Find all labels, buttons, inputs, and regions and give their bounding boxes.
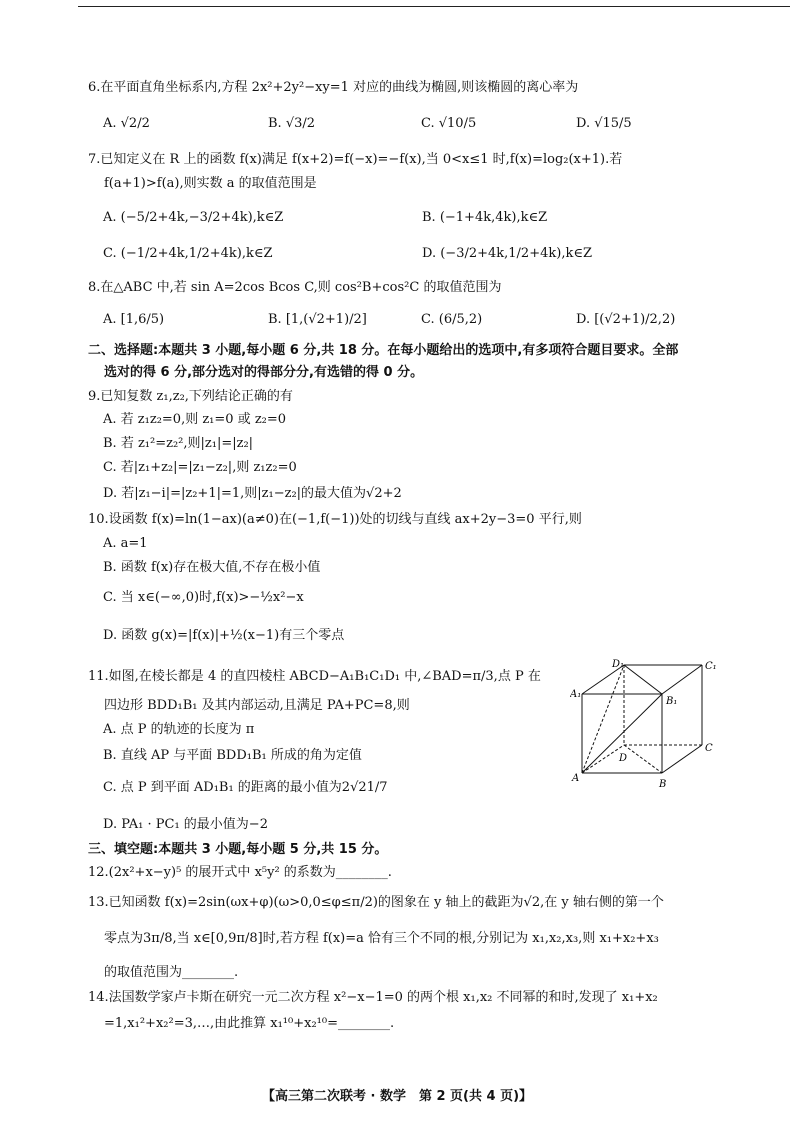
edge-b-c [662, 745, 702, 773]
label-b1: B₁ [666, 696, 678, 707]
q8-option-b: B. [1,(√2+1)/2] [268, 312, 367, 327]
q7-option-d: D. (−3/2+4k,1/2+4k),k∈Z [422, 246, 592, 261]
label-b: B [659, 779, 667, 790]
edge-b1-c1 [662, 665, 702, 694]
label-a: A [572, 773, 580, 784]
q11-option-a: A. 点 P 的轨迹的长度为 π [103, 722, 255, 737]
q10-option-c: C. 当 x∈(−∞,0)时,f(x)>−½x²−x [103, 590, 304, 605]
q14-line-1: 14.法国数学家卢卡斯在研究一元二次方程 x²−x−1=0 的两个根 x₁,x₂ 不同幂的和时,发现了 x₁+x₂ [88, 990, 658, 1005]
label-d: D [619, 753, 628, 764]
q6-option-a: A. √2/2 [103, 116, 150, 131]
label-c: C [705, 743, 713, 754]
q11-option-c: C. 点 P 到平面 AD₁B₁ 的距离的最小值为2√21/7 [103, 780, 388, 795]
hidden-edge-d-b [624, 745, 662, 773]
q13-line-3: 的取值范围为________. [104, 965, 239, 980]
q6-option-b: B. √3/2 [268, 116, 316, 131]
q7-option-c: C. (−1/2+4k,1/2+4k),k∈Z [103, 246, 273, 261]
q11-prism-figure [570, 657, 720, 797]
q13-line-1: 13.已知函数 f(x)=2sin(ωx+φ)(ω>0,0≤φ≤π/2)的图象在 y 轴上的截距为√2,在 y 轴右侧的第一个 [88, 895, 664, 910]
section-2-heading: 二、选择题:本题共 3 小题,每小题 6 分,共 18 分。在每小题给出的选项中,有多项符合题目要求。全部 [88, 343, 679, 358]
q8-option-c: C. (6/5,2) [421, 312, 483, 327]
q10-stem: 10.设函数 f(x)=ln(1−ax)(a≠0)在(−1,f(−1))处的切线与直线 ax+2y−3=0 平行,则 [88, 512, 582, 527]
q11-option-b: B. 直线 AP 与平面 BDD₁B₁ 所成的角为定值 [103, 748, 362, 763]
q8-option-a: A. [1,6/5) [103, 312, 165, 327]
top-border-line [78, 6, 790, 7]
label-d1: D₁ [612, 659, 625, 670]
q11-stem-cont: 四边形 BDD₁B₁ 及其内部运动,且满足 PA+PC=8,则 [104, 698, 410, 713]
q10-option-d: D. 函数 g(x)=|f(x)|+½(x−1)有三个零点 [103, 628, 345, 643]
q13-line-2: 零点为3π/8,当 x∈[0,9π/8]时,若方程 f(x)=a 恰有三个不同的根,分别记为 x₁,x₂,x₃,则 x₁+x₂+x₃ [104, 931, 659, 946]
q6-stem: 6.在平面直角坐标系内,方程 2x²+2y²−xy=1 对应的曲线为椭圆,则该椭圆的离心率为 [88, 80, 579, 95]
q9-option-a: A. 若 z₁z₂=0,则 z₁=0 或 z₂=0 [103, 412, 287, 427]
q10-option-b: B. 函数 f(x)存在极大值,不存在极小值 [103, 560, 321, 575]
section-2-heading-cont: 选对的得 6 分,部分选对的得部分分,有选错的得 0 分。 [104, 365, 424, 380]
q7-option-a: A. (−5/2+4k,−3/2+4k),k∈Z [103, 210, 284, 225]
q14-line-2: =1,x₁²+x₂²=3,…,由此推算 x₁¹⁰+x₂¹⁰=________. [104, 1016, 395, 1031]
label-c1: C₁ [705, 661, 717, 672]
hidden-edge-a-d [582, 745, 624, 773]
q7-option-b: B. (−1+4k,4k),k∈Z [422, 210, 548, 225]
q12-stem: 12.(2x²+x−y)⁵ 的展开式中 x⁵y² 的系数为________. [88, 865, 392, 880]
section-3-heading: 三、填空题:本题共 3 小题,每小题 5 分,共 15 分。 [88, 842, 388, 857]
q9-option-d: D. 若|z₁−i|=|z₂+1|=1,则|z₁−z₂|的最大值为√2+2 [103, 486, 402, 501]
hidden-diagonal-a-d1 [582, 665, 624, 773]
q7-stem: 7.已知定义在 R 上的函数 f(x)满足 f(x+2)=f(−x)=−f(x),当 0<x≤1 时,f(x)=log₂(x+1).若 [88, 152, 623, 167]
q9-option-c: C. 若|z₁+z₂|=|z₁−z₂|,则 z₁z₂=0 [103, 460, 297, 475]
label-a1: A₁ [570, 689, 582, 700]
q7-stem-cont: f(a+1)>f(a),则实数 a 的取值范围是 [104, 176, 317, 191]
q8-option-d: D. [(√2+1)/2,2) [576, 312, 676, 327]
q6-option-c: C. √10/5 [421, 116, 477, 131]
diagonal-d1-b1 [624, 665, 662, 694]
q9-stem: 9.已知复数 z₁,z₂,下列结论正确的有 [88, 389, 293, 404]
q9-option-b: B. 若 z₁²=z₂²,则|z₁|=|z₂| [103, 436, 254, 451]
q6-option-d: D. √15/5 [576, 116, 632, 131]
q8-stem: 8.在△ABC 中,若 sin A=2cos Bcos C,则 cos²B+cos²C 的取值范围为 [88, 280, 502, 295]
q10-option-a: A. a=1 [103, 536, 148, 551]
page-footer: 【高三第二次联考 · 数学 第 2 页(共 4 页)】 [261, 1089, 533, 1104]
q11-option-d: D. PA₁ · PC₁ 的最小值为−2 [103, 817, 268, 832]
q11-stem: 11.如图,在棱长都是 4 的直四棱柱 ABCD−A₁B₁C₁D₁ 中,∠BAD=π/3,点 P 在 [88, 669, 541, 684]
